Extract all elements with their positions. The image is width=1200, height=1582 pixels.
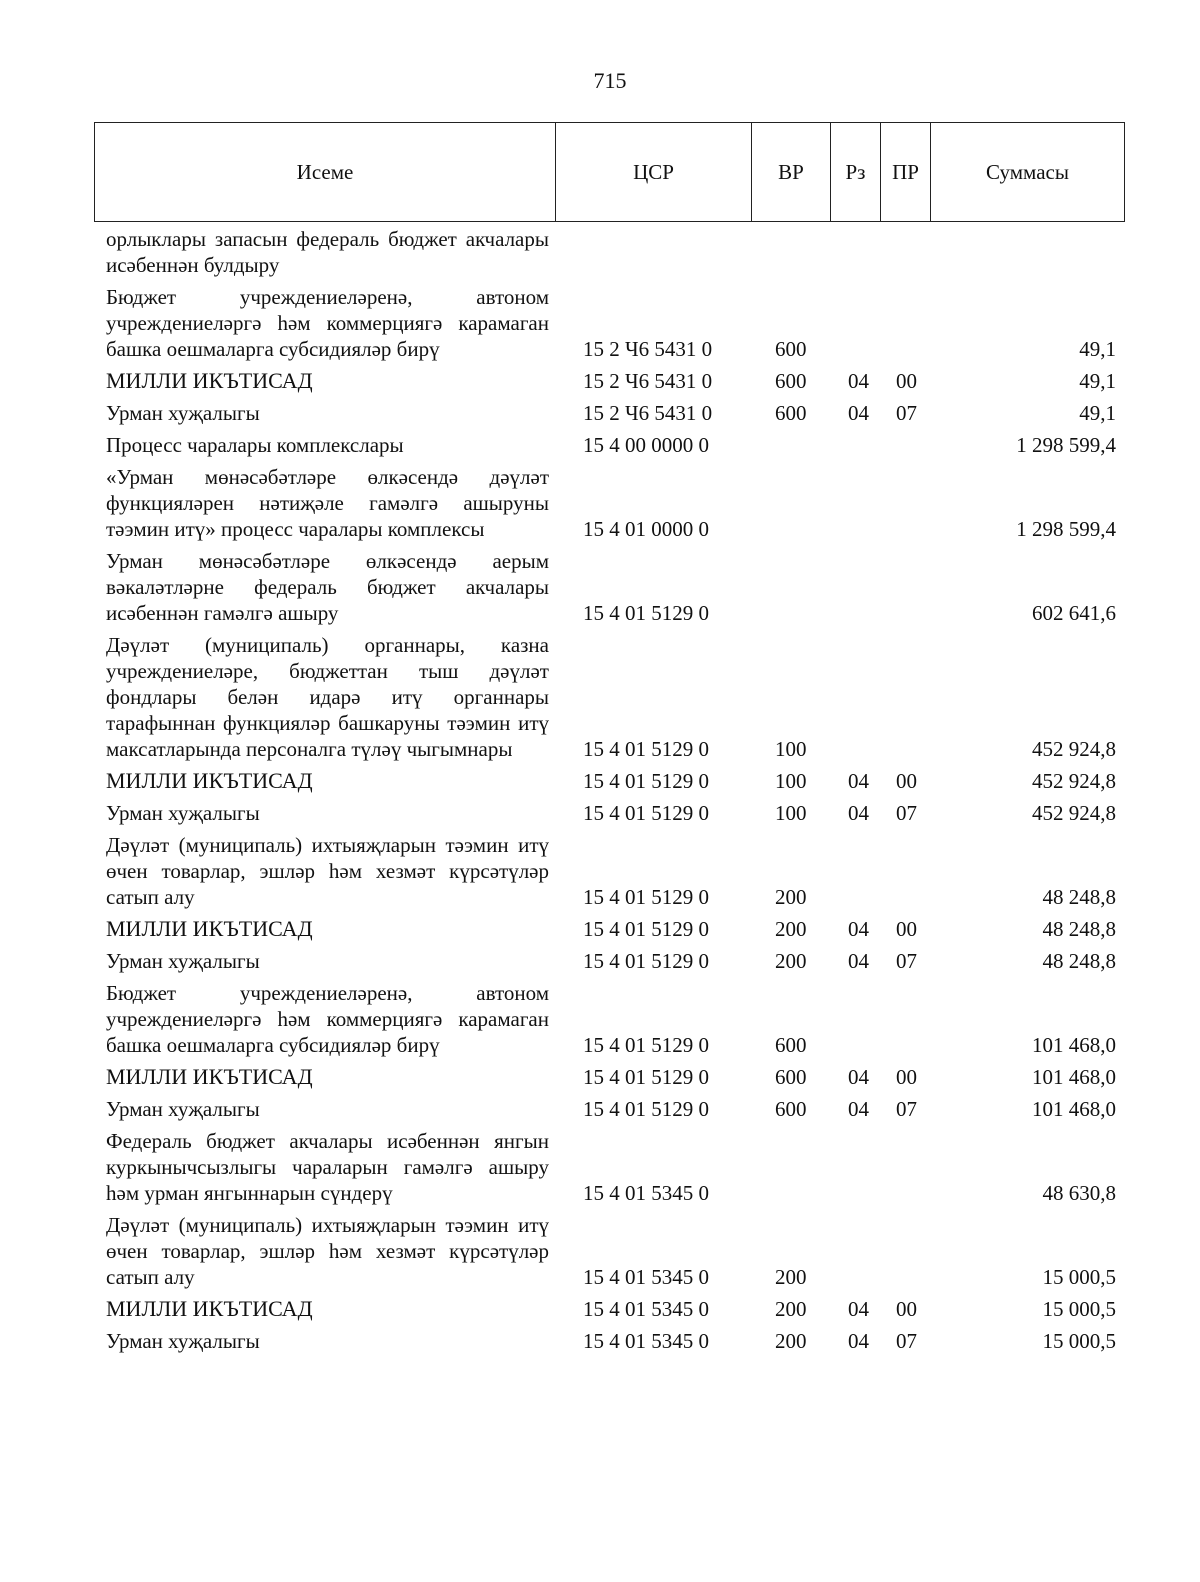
row-csr: 15 4 01 5129 0 <box>583 769 709 793</box>
row-rz <box>830 980 880 1064</box>
row-sum: 101 468,0 <box>1032 1033 1116 1057</box>
table-row <box>94 916 1124 948</box>
row-sum: 452 924,8 <box>1032 769 1116 793</box>
row-name-cell <box>94 1096 555 1128</box>
row-name-cell <box>94 832 555 916</box>
row-vr: 200 <box>775 1265 807 1289</box>
row-name: МИЛЛИ ИКЪТИСАД <box>106 916 313 941</box>
row-sum: 602 641,6 <box>1032 601 1116 625</box>
row-name-cell <box>94 1328 555 1360</box>
row-vr: 200 <box>775 1297 807 1321</box>
row-name-cell <box>94 464 555 548</box>
table-row <box>94 948 1124 980</box>
row-pr <box>880 980 930 1064</box>
table-row <box>94 464 1124 548</box>
row-rz <box>830 632 880 768</box>
row-name: МИЛЛИ ИКЪТИСАД <box>106 768 313 793</box>
row-sum: 49,1 <box>1079 401 1116 425</box>
row-sum: 48 248,8 <box>1042 917 1116 941</box>
row-pr: 00 <box>896 369 917 393</box>
row-sum: 15 000,5 <box>1042 1297 1116 1321</box>
table-row <box>94 832 1124 916</box>
row-name-cell <box>94 548 555 632</box>
table-row <box>94 1328 1124 1360</box>
row-pr <box>880 1128 930 1212</box>
row-rz: 04 <box>848 769 869 793</box>
table-row <box>94 768 1124 800</box>
row-rz <box>830 832 880 916</box>
row-name: орлыклары запасын федераль бюджет акчалары исәбеннән булдыру <box>106 227 549 277</box>
row-rz <box>830 1212 880 1296</box>
page-number: 715 <box>593 68 627 93</box>
row-rz: 04 <box>848 369 869 393</box>
row-name: «Урман мөнәсәбәтләре өлкәсендә дәүләт функцияләрен нәтиҗәле гамәлгә ашыруны тәэмин итү» процесс чаралары комплексы <box>106 465 549 541</box>
row-pr: 07 <box>896 401 917 425</box>
row-sum: 49,1 <box>1079 369 1116 393</box>
row-pr: 00 <box>896 917 917 941</box>
row-name-cell <box>94 284 555 368</box>
table-row <box>94 1296 1124 1328</box>
column-header-csr: ЦСР <box>556 123 752 222</box>
row-csr: 15 4 01 5129 0 <box>583 1033 709 1057</box>
table-row <box>94 1128 1124 1212</box>
column-header-pr: ПР <box>881 123 931 222</box>
row-name: Дәүләт (муниципаль) ихтыяҗларын тәэмин итү өчен товарлар, эшләр һәм хезмәт күрсәтүләр сатып алу <box>106 1213 549 1289</box>
table-row <box>94 1212 1124 1296</box>
row-vr: 100 <box>775 801 807 825</box>
row-name-cell <box>94 1064 555 1096</box>
row-name-cell <box>94 768 555 800</box>
row-name: Бюджет учреждениеләренә, автоном учреждениеләргә һәм коммерциягә карамаган башка оешмаларга субсидияләр бирү <box>106 981 549 1057</box>
row-sum: 49,1 <box>1079 337 1116 361</box>
row-name: Урман хуҗалыгы <box>106 949 260 973</box>
column-header-rz: Рз <box>831 123 881 222</box>
row-csr: 15 4 01 5345 0 <box>583 1265 709 1289</box>
row-rz: 04 <box>848 801 869 825</box>
row-pr <box>880 1212 930 1296</box>
row-csr: 15 4 01 5345 0 <box>583 1181 709 1205</box>
table-row <box>94 226 1124 284</box>
row-vr: 600 <box>775 1065 807 1089</box>
row-vr: 600 <box>775 1097 807 1121</box>
row-csr: 15 4 01 5129 0 <box>583 1065 709 1089</box>
row-name: Дәүләт (муниципаль) ихтыяҗларын тәэмин итү өчен товарлар, эшләр һәм хезмәт күрсәтүләр сатып алу <box>106 833 549 909</box>
row-name: Процесс чаралары комплекслары <box>106 433 404 457</box>
row-vr: 600 <box>775 337 807 361</box>
row-name-cell <box>94 1212 555 1296</box>
row-pr <box>880 284 930 368</box>
row-name-cell <box>94 916 555 948</box>
row-csr: 15 4 01 5129 0 <box>583 737 709 761</box>
table-row <box>94 1064 1124 1096</box>
row-name-cell <box>94 400 555 432</box>
row-vr <box>751 464 830 548</box>
row-sum: 48 248,8 <box>1042 949 1116 973</box>
column-header-vr: ВР <box>752 123 831 222</box>
row-vr: 200 <box>775 1329 807 1353</box>
row-name: Урман хуҗалыгы <box>106 1329 260 1353</box>
row-name-cell <box>94 368 555 400</box>
row-sum: 1 298 599,4 <box>1016 433 1116 457</box>
row-name: МИЛЛИ ИКЪТИСАД <box>106 368 313 393</box>
row-csr: 15 4 01 5129 0 <box>583 949 709 973</box>
row-csr: 15 2 Ч6 5431 0 <box>583 369 713 393</box>
row-csr <box>555 226 751 284</box>
row-vr: 100 <box>775 737 807 761</box>
row-name: МИЛЛИ ИКЪТИСАД <box>106 1296 313 1321</box>
row-rz: 04 <box>848 1065 869 1089</box>
row-sum: 1 298 599,4 <box>1016 517 1116 541</box>
row-rz <box>830 226 880 284</box>
row-rz: 04 <box>848 949 869 973</box>
column-header-name: Исеме <box>95 123 556 222</box>
row-name: Урман хуҗалыгы <box>106 801 260 825</box>
row-sum: 15 000,5 <box>1042 1329 1116 1353</box>
row-pr <box>880 432 930 464</box>
table-row <box>94 1096 1124 1128</box>
row-sum: 101 468,0 <box>1032 1065 1116 1089</box>
row-name: Дәүләт (муниципаль) органнары, казна учреждениеләре, бюджеттан тыш дәүләт фондлары белән идарә итү органнары тарафыннан функцияләр башкаруны тәэмин итү максатларында персоналга түләү чыгымнары <box>106 633 549 761</box>
row-rz <box>830 1128 880 1212</box>
row-name: МИЛЛИ ИКЪТИСАД <box>106 1064 313 1089</box>
row-name: Федераль бюджет акчалары исәбеннән янгын куркынычсызлыгы чараларын гамәлгә ашыру һәм урман янгыннарын сүндерү <box>106 1129 549 1205</box>
row-sum: 452 924,8 <box>1032 801 1116 825</box>
budget-table <box>94 226 1124 1360</box>
row-rz: 04 <box>848 1097 869 1121</box>
row-name: Урман мөнәсәбәтләре өлкәсендә аерым вәкаләтләрне федераль бюджет акчалары исәбеннән гамәлгә ашыру <box>106 549 549 625</box>
row-name: Урман хуҗалыгы <box>106 1097 260 1121</box>
row-pr: 07 <box>896 949 917 973</box>
row-pr: 00 <box>896 769 917 793</box>
row-pr: 07 <box>896 1329 917 1353</box>
row-csr: 15 4 01 5129 0 <box>583 885 709 909</box>
table-row <box>94 432 1124 464</box>
table-row <box>94 980 1124 1064</box>
row-csr: 15 4 01 5345 0 <box>583 1297 709 1321</box>
row-pr <box>880 632 930 768</box>
table-header <box>94 122 1125 222</box>
row-pr <box>880 548 930 632</box>
table-row <box>94 368 1124 400</box>
row-vr: 100 <box>775 769 807 793</box>
row-name-cell <box>94 226 555 284</box>
row-name-cell <box>94 980 555 1064</box>
row-vr <box>751 1128 830 1212</box>
table-row <box>94 548 1124 632</box>
row-pr <box>880 832 930 916</box>
row-vr <box>751 226 830 284</box>
row-name-cell <box>94 632 555 768</box>
row-csr: 15 4 01 5129 0 <box>583 1097 709 1121</box>
row-csr: 15 4 00 0000 0 <box>583 433 709 457</box>
row-csr: 15 2 Ч6 5431 0 <box>583 401 713 425</box>
column-header-sum: Суммасы <box>931 123 1125 222</box>
row-csr: 15 4 01 0000 0 <box>583 517 709 541</box>
row-rz <box>830 432 880 464</box>
row-rz: 04 <box>848 1297 869 1321</box>
row-sum: 15 000,5 <box>1042 1265 1116 1289</box>
row-rz: 04 <box>848 401 869 425</box>
row-vr: 600 <box>775 401 807 425</box>
row-vr: 200 <box>775 949 807 973</box>
row-name: Урман хуҗалыгы <box>106 401 260 425</box>
table-row <box>94 284 1124 368</box>
row-vr: 600 <box>775 369 807 393</box>
row-vr <box>751 548 830 632</box>
row-pr <box>880 226 930 284</box>
row-rz <box>830 548 880 632</box>
row-rz: 04 <box>848 917 869 941</box>
row-csr: 15 4 01 5129 0 <box>583 801 709 825</box>
row-csr: 15 2 Ч6 5431 0 <box>583 337 713 361</box>
row-sum: 48 630,8 <box>1042 1181 1116 1205</box>
row-pr: 00 <box>896 1297 917 1321</box>
row-name-cell <box>94 800 555 832</box>
row-csr: 15 4 01 5129 0 <box>583 601 709 625</box>
row-pr: 00 <box>896 1065 917 1089</box>
row-name-cell <box>94 1128 555 1212</box>
table-row <box>94 632 1124 768</box>
row-vr <box>751 432 830 464</box>
row-pr <box>880 464 930 548</box>
row-pr: 07 <box>896 801 917 825</box>
row-pr: 07 <box>896 1097 917 1121</box>
row-vr: 200 <box>775 885 807 909</box>
row-sum <box>930 226 1124 284</box>
row-name: Бюджет учреждениеләренә, автоном учреждениеләргә һәм коммерциягә карамаган башка оешмаларга субсидияләр бирү <box>106 285 549 361</box>
row-vr: 200 <box>775 917 807 941</box>
row-csr: 15 4 01 5129 0 <box>583 917 709 941</box>
row-name-cell <box>94 948 555 980</box>
row-csr: 15 4 01 5345 0 <box>583 1329 709 1353</box>
table-row <box>94 400 1124 432</box>
row-rz <box>830 284 880 368</box>
row-rz <box>830 464 880 548</box>
row-rz: 04 <box>848 1329 869 1353</box>
row-sum: 101 468,0 <box>1032 1097 1116 1121</box>
row-sum: 452 924,8 <box>1032 737 1116 761</box>
row-vr: 600 <box>775 1033 807 1057</box>
table-row <box>94 800 1124 832</box>
row-name-cell <box>94 1296 555 1328</box>
row-sum: 48 248,8 <box>1042 885 1116 909</box>
row-name-cell <box>94 432 555 464</box>
table-body <box>94 226 1124 1360</box>
